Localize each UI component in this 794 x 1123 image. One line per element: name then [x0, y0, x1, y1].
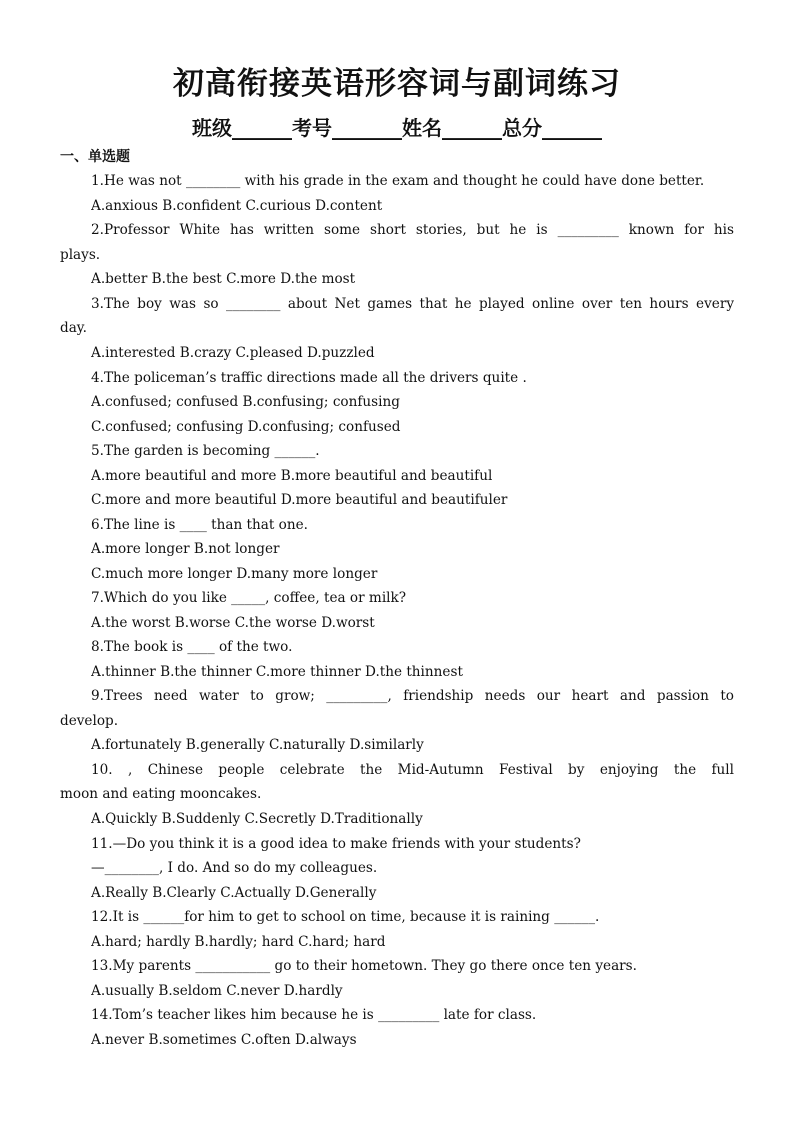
- options-line: C.much more longer D.many more longer: [91, 566, 378, 582]
- options-line: A.usually B.seldom C.never D.hardly: [91, 983, 343, 999]
- options-line: A.anxious B.confident C.curious D.content: [91, 198, 383, 214]
- options-line: A.fortunately B.generally C.naturally D.similarly: [91, 737, 424, 753]
- question-continuation: day.: [60, 320, 88, 336]
- question-line: 12.It is ______for him to get to school on time, because it is raining ______.: [91, 909, 600, 925]
- question-line: 8.The book is ____ of the two.: [91, 639, 293, 655]
- question-line: 3.The boy was so ________ about Net games that he played online over ten hours every: [91, 296, 734, 312]
- question-line: 11.—Do you think it is a good idea to make friends with your students?: [91, 836, 581, 852]
- question-line: 1.He was not ________ with his grade in the exam and thought he could have done better.: [91, 173, 705, 189]
- options-line: C.more and more beautiful D.more beautiful and beautifuler: [91, 492, 508, 508]
- student-info-fields: 班级______考号_______姓名______总分______: [192, 116, 602, 140]
- question-line: 13.My parents ___________ go to their hometown. They go there once ten years.: [91, 958, 637, 974]
- options-line: A.more longer B.not longer: [91, 541, 280, 557]
- options-line: A.confused; confused B.confusing; confusing: [91, 394, 400, 410]
- question-line: 14.Tom’s teacher likes him because he is _________ late for class.: [91, 1007, 537, 1023]
- options-line: A.Really B.Clearly C.Actually D.Generally: [91, 885, 377, 901]
- options-line: A.interested B.crazy C.pleased D.puzzled: [91, 345, 375, 361]
- page-title: 初高衔接英语形容词与副词练习: [173, 66, 621, 102]
- question-continuation: moon and eating mooncakes.: [60, 786, 262, 802]
- question-line: 6.The line is ____ than that one.: [91, 517, 308, 533]
- options-line: A.the worst B.worse C.the worse D.worst: [91, 615, 375, 631]
- options-line: A.thinner B.the thinner C.more thinner D.the thinnest: [91, 664, 463, 680]
- question-line: 4.The policeman’s traffic directions made all the drivers quite .: [91, 370, 527, 386]
- dialogue-line: —________, I do. And so do my colleagues.: [91, 860, 378, 876]
- options-line: C.confused; confusing D.confusing; confused: [91, 419, 401, 435]
- question-continuation: develop.: [60, 713, 119, 729]
- options-line: A.never B.sometimes C.often D.always: [91, 1032, 357, 1048]
- options-line: A.hard; hardly B.hardly; hard C.hard; hard: [91, 934, 386, 950]
- question-line: 5.The garden is becoming ______.: [91, 443, 320, 459]
- question-line: 2.Professor White has written some short stories, but he is _________ known for his: [91, 222, 734, 238]
- question-line: 10. , Chinese people celebrate the Mid-Autumn Festival by enjoying the full: [91, 762, 734, 778]
- options-line: A.better B.the best C.more D.the most: [91, 271, 356, 287]
- question-line: 7.Which do you like _____, coffee, tea or milk?: [91, 590, 407, 606]
- question-line: 9.Trees need water to grow; _________, friendship needs our heart and passion to: [91, 688, 734, 704]
- question-continuation: plays.: [60, 247, 101, 263]
- options-line: A.more beautiful and more B.more beautiful and beautiful: [91, 468, 493, 484]
- section-heading: 一、单选题: [60, 149, 130, 165]
- options-line: A.Quickly B.Suddenly C.Secretly D.Traditionally: [91, 811, 423, 827]
